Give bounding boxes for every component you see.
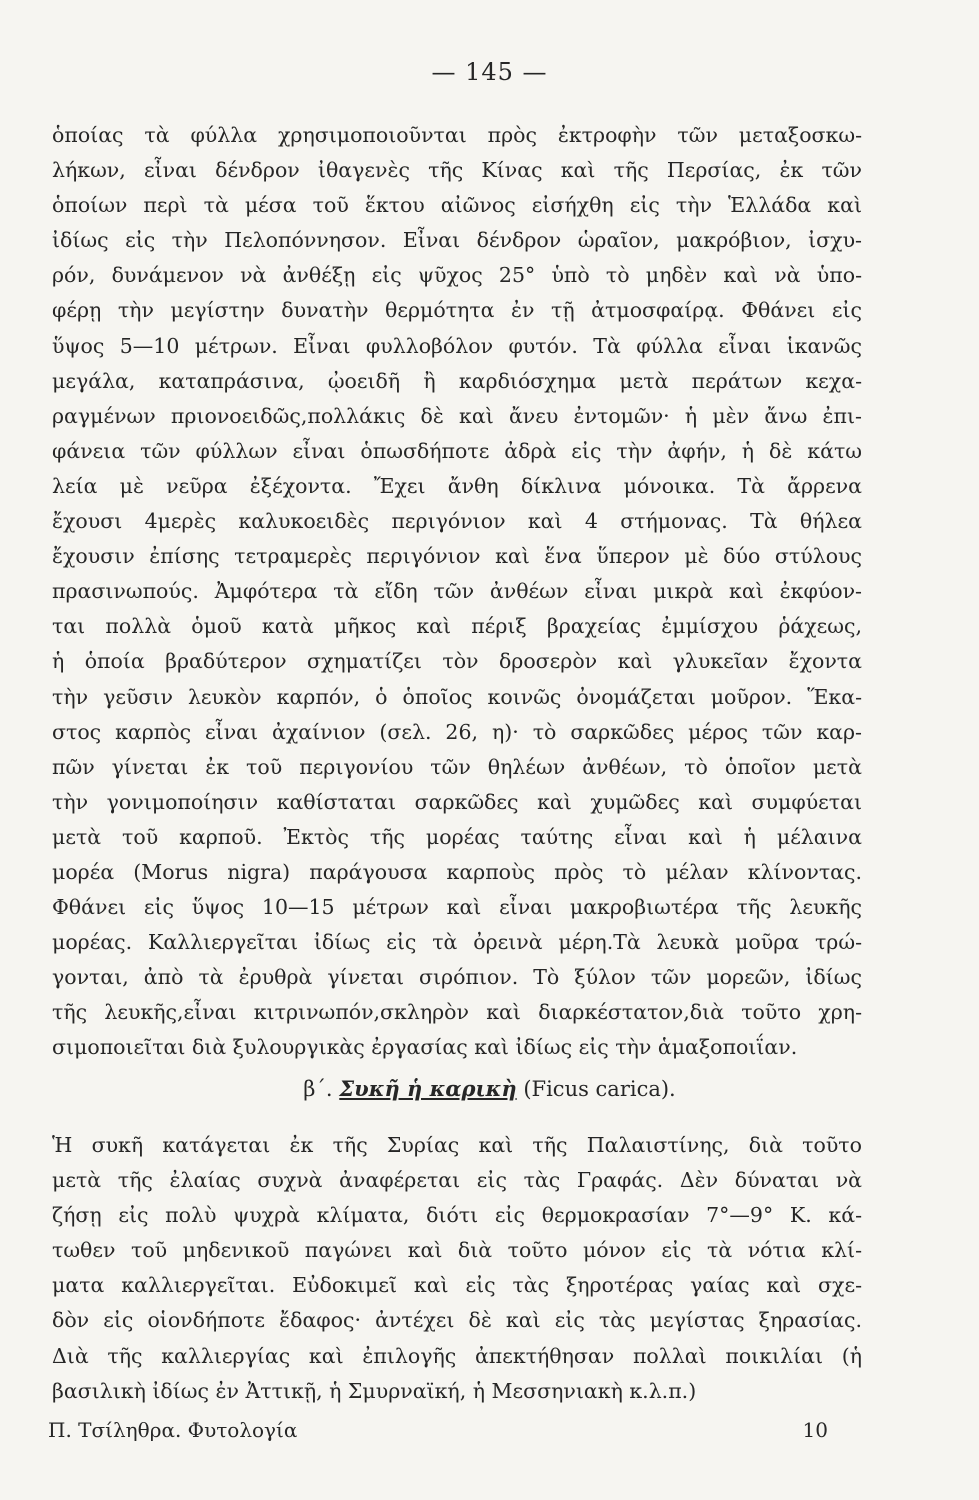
text-line: τῆς λευκῆς,εἶναι κιτρινωπόν,σκληρὸν καὶ διαρκέστατον,διὰ τοῦτο χρη- bbox=[52, 1000, 862, 1025]
text-line: λεία μὲ νεῦρα ἐξέχοντα. Ἔχει ἄνθη δίκλινα μόνοικα. Τὰ ἄρρενα bbox=[52, 473, 862, 498]
text-line: στος καρπὸς εἶναι ἀχαίνιον (σελ. 26, η)· τὸ σαρκῶδες μέρος τῶν καρ- bbox=[52, 719, 862, 744]
text-line: ἔχουσι 4μερὲς καλυκοειδὲς περιγόνιον καὶ 4 στήμονας. Τὰ θήλεα bbox=[52, 509, 862, 534]
text-line: πῶν γίνεται ἐκ τοῦ περιγονίου τῶν θηλέων ἀνθέων, τὸ ὁποῖον μετὰ bbox=[52, 754, 862, 779]
footer-sheet-number: 10 bbox=[802, 1418, 828, 1442]
text-line: ἔχουσιν ἐπίσης τετραμερὲς περιγόνιον καὶ ἕνα ὕπερον μὲ δύο στύλους bbox=[52, 544, 862, 569]
section-heading-ficus bbox=[0, 1076, 979, 1101]
text-line: μετὰ τῆς ἐλαίας συχνὰ ἀναφέρεται εἰς τὰς Γραφάς. Δὲν δύναται νὰ bbox=[52, 1168, 862, 1193]
heading-latin-name: (Ficus carica). bbox=[523, 1077, 676, 1101]
text-line: μορέας. Καλλιεργεῖται ἰδίως εἰς τὰ ὀρεινὰ μέρη.Τὰ λευκὰ μοῦρα τρώ- bbox=[52, 930, 862, 955]
page-footer bbox=[48, 1418, 828, 1442]
text-line: ται πολλὰ ὁμοῦ κατὰ μῆκος καὶ πέριξ βραχείας ἐμμίσχου ῥάχεως, bbox=[52, 614, 862, 639]
text-line: ὕψος 5—10 μέτρων. Εἶναι φυλλοβόλον φυτόν. Τὰ φύλλα εἶναι ἱκανῶς bbox=[52, 333, 862, 358]
text-line: τὴν γεῦσιν λευκὸν καρπόν, ὁ ὁποῖος κοινῶς ὀνομάζεται μοῦρον. Ἕκα- bbox=[52, 684, 862, 709]
text-line: ρόν, δυνάμενον νὰ ἀνθέξῃ εἰς ψῦχος 25° ὑπὸ τὸ μηδὲν καὶ νὰ ὑπο- bbox=[52, 263, 862, 288]
text-line: πρασινωπούς. Ἀμφότερα τὰ εἴδη τῶν ἀνθέων εἶναι μικρὰ καὶ ἐκφύον- bbox=[52, 579, 862, 604]
text-line: βασιλικὴ ἰδίως ἐν Ἀττικῇ, ἡ Σμυρναϊκή, ἡ Μεσσηνιακὴ κ.λ.π.) bbox=[52, 1378, 697, 1403]
text-line: μορέα (Morus nigra) παράγουσα καρποὺς πρὸς τὸ μέλαν κλίνοντας. bbox=[52, 859, 862, 884]
paragraph-ficus bbox=[52, 1128, 862, 1409]
text-line: μεγάλα, καταπράσινα, ᾠοειδῆ ἢ καρδιόσχημα μετὰ περάτων κεχα- bbox=[52, 368, 862, 393]
text-line: ζήσῃ εἰς πολὺ ψυχρὰ κλίματα, διότι εἰς θερμοκρασίαν 7°—9° Κ. κά- bbox=[52, 1203, 862, 1228]
text-line: ματα καλλιεργεῖται. Εὐδοκιμεῖ καὶ εἰς τὰς ξηροτέρας γαίας καὶ σχε- bbox=[52, 1273, 862, 1298]
text-line: ἡ ὁποία βραδύτερον σχηματίζει τὸν δροσερὸν καὶ γλυκεῖαν ἔχοντα bbox=[52, 649, 862, 674]
text-line: λήκων, εἶναι δένδρον ἰθαγενὲς τῆς Κίνας καὶ τῆς Περσίας, ἐκ τῶν bbox=[52, 158, 862, 183]
text-line: Φθάνει εἰς ὕψος 10—15 μέτρων καὶ εἶναι μακροβιωτέρα τῆς λευκῆς bbox=[52, 895, 862, 920]
text-line: Διὰ τῆς καλλιεργίας καὶ ἐπιλογῆς ἀπεκτήθησαν πολλαὶ ποικιλίαι (ἡ bbox=[52, 1343, 862, 1368]
text-line: ὁποίων περὶ τὰ μέσα τοῦ ἕκτου αἰῶνος εἰσήχθη εἰς τὴν Ἑλλάδα καὶ bbox=[52, 193, 862, 218]
text-line: Ἡ συκῆ κατάγεται ἐκ τῆς Συρίας καὶ τῆς Παλαιστίνης, διὰ τοῦτο bbox=[52, 1133, 862, 1157]
text-line: ραγμένων πριονοειδῶς,πολλάκις δὲ καὶ ἄνευ ἐντομῶν· ἡ μὲν ἄνω ἐπι- bbox=[52, 403, 862, 428]
text-line: δὸν εἰς οἱονδήποτε ἔδαφος· ἀντέχει δὲ καὶ εἰς τὰς μεγίστας ξηρασίας. bbox=[52, 1308, 862, 1333]
text-line: μετὰ τοῦ καρποῦ. Ἐκτὸς τῆς μορέας ταύτης εἶναι καὶ ἡ μέλαινα bbox=[52, 824, 862, 849]
text-line: φάνεια τῶν φύλλων εἶναι ὁπωσδήποτε ἀδρὰ εἰς τὴν ἀφήν, ἡ δὲ κάτω bbox=[52, 438, 862, 463]
footer-signature: Π. Τσίληθρα. Φυτολογία bbox=[48, 1418, 298, 1442]
text-line: σιμοποιεῖται διὰ ξυλουργικὰς ἐργασίας καὶ ἰδίως εἰς τὴν ἁμαξοποιΐαν. bbox=[52, 1035, 798, 1060]
heading-italic-title: Συκῆ ἡ καρικὴ bbox=[339, 1076, 517, 1101]
text-line: τωθεν τοῦ μηδενικοῦ παγώνει καὶ διὰ τοῦτο μόνον εἰς τὰ νότια κλί- bbox=[52, 1238, 862, 1263]
text-line: ὁποίας τὰ φύλλα χρησιμοποιοῦνται πρὸς ἐκτροφὴν τῶν μεταξοσκω- bbox=[52, 123, 862, 147]
paragraph-morus bbox=[52, 118, 862, 1066]
page-number: — 145 — bbox=[431, 58, 548, 86]
heading-prefix: β΄. bbox=[303, 1077, 333, 1101]
text-line: τὴν γονιμοποίησιν καθίσταται σαρκῶδες καὶ χυμῶδες καὶ συμφύεται bbox=[52, 789, 862, 814]
text-line: ἰδίως εἰς τὴν Πελοπόννησον. Εἶναι δένδρον ὡραῖον, μακρόβιον, ἰσχυ- bbox=[52, 228, 862, 253]
text-line: γονται, ἀπὸ τὰ ἐρυθρὰ γίνεται σιρόπιον. Τὸ ξύλον τῶν μορεῶν, ἰδίως bbox=[52, 965, 862, 990]
text-line: φέρῃ τὴν μεγίστην δυνατὴν θερμότητα ἐν τῇ ἀτμοσφαίρᾳ. Φθάνει εἰς bbox=[52, 298, 862, 323]
